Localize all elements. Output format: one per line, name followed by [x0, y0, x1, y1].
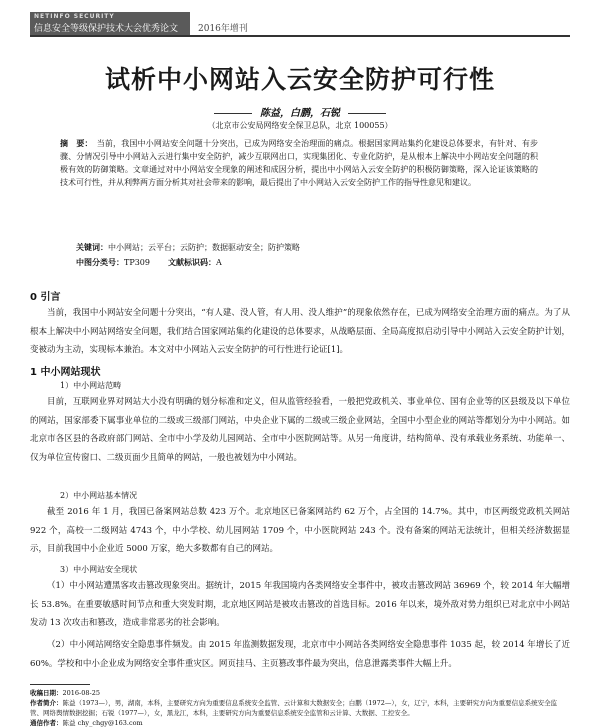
keywords-text: 中小网站；云平台；云防护；数据驱动安全；防护策略	[108, 243, 300, 252]
intro-heading: 0 引言	[30, 292, 61, 303]
classification	[76, 257, 222, 268]
authors: 陈益，白鹏，石锐	[260, 108, 340, 119]
subsection-1-3-paragraph-2: （2）中小网站网络安全隐患事件频发。由 2015 年监测数据发现，北京市中小网站各类网络安全隐患事件 1035 起，较 2014 年增长了近 60%。学校和中小企业成为网络安全事件重灾区。网页挂马、主页篡改事件最为突出，信息泄露类事件大幅上升。	[30, 640, 570, 669]
subsection-1-3-paragraph-1: （1）中小网站遭黑客攻击篡改现象突出。据统计，2015 年我国境内各类网络安全事件中，被攻击篡改网站 36969 个，较 2014 年大幅增长 53.8%。在重要敏感时间节点和重大突发时期，北京地区网站是被攻击篡改的首选目标。2016 年以来，境外敌对势力组织已对北京中小网站发动 13 次攻击和篡改，造成非常恶劣的社会影响。	[30, 581, 570, 628]
contact-line	[30, 718, 570, 728]
received-label: 收稿日期：	[30, 689, 63, 697]
abstract-text: 当前，我国中小网站安全问题十分突出，已成为网络安全治理面的痛点。根据国家网站集约化建设总体要求，有针对、有步骤、分情况引导中小网站入云进行集中安全防护，减少互联网出口，实现集团化、专业化防护，是从根本上解决中小网站安全问题的积极有效的防御策略。文章通过对中小网站安全现象的阐述和成因分析，提出中小网站入云安全防护的积极防御策略，深入论证该策略的技术可行性，并从利弊两方面分析其对社会带来的影响，最后提出了中小网站入云安全防护工作的指导性意见和建议。	[60, 139, 538, 187]
bio-text: 陈益（1973—），男，湖南，本科，主要研究方向为重要信息系统安全监管、云计算和大数据安全；白鹏（1972—），女，辽宁，本科，主要研究方向为重要信息系统安全监管、网络舆情数据挖掘；石锐（1977—），女，黑龙江，本科，主要研究方向为重要信息系统安全监管和云计算、大数据、工控安全。	[30, 699, 558, 717]
bio-line	[30, 698, 570, 718]
received-date: 2016-08-25	[62, 689, 100, 697]
subsection-1-1-paragraph: 目前，互联网业界对网站大小没有明确的划分标准和定义，但从监管经验看，一般把党政机关、事业单位、国有企业等的区县级及以下单位的网站，国家部委下属事业单位的二级或三级部门网站，中央企业下属的二级或三级企业网站，全国中小型企业的网站等都划分为中小网站。如北京市各区县的各政府部门网站、全市中小学及幼儿园网站、全市中小医院网站等。从另一角度讲，结构简单、没有承载业务系统、功能单一、仅为单位宣传窗口、二级页面少且简单的网站，一般也被划为中小网站。	[30, 397, 570, 463]
subsection-1-3-heading: 3）中小网站安全现状	[60, 565, 138, 574]
paper-title: 试析中小网站入云安全防护可行性	[104, 65, 495, 94]
keywords-label: 关键词：	[76, 242, 108, 252]
doc-code-label: 文献标识码：	[168, 257, 216, 267]
abstract-label: 摘 要：	[60, 138, 93, 148]
author-rule-right	[348, 113, 386, 114]
subsection-1-2-paragraph: 截至 2016 年 1 月，我国已备案网站总数 423 万个。北京地区已备案网站约 62 万个，占全国的 14.7%。其中，市区两级党政机关网站 922 个，高校一二级网站 4743 个，中小学校、幼儿园网站 1709 个，中小医院网站 243 个。没有备案的网站无法统计，但相关经济数据显示，目前我国中小企业近 5000 万家，绝大多数都有自己的网站。	[30, 507, 570, 554]
author-line	[0, 104, 600, 119]
bio-label: 作者简介：	[30, 699, 63, 707]
footnote	[30, 688, 570, 728]
contact-label: 通信作者：	[30, 719, 63, 727]
journal-header	[0, 0, 600, 40]
footnote-rule	[30, 684, 90, 685]
author-rule-left	[214, 113, 252, 114]
abstract	[60, 137, 538, 189]
journal-name: 信息安全等级保护技术大会优秀论文	[34, 24, 179, 34]
header-rule	[30, 35, 570, 37]
clc-label: 中图分类号：	[76, 257, 124, 267]
section-1-heading: 1 中小网站现状	[30, 367, 101, 378]
keywords	[76, 242, 300, 253]
journal-issue: 2016年增刊	[198, 24, 248, 34]
intro-paragraph: 当前，我国中小网站安全问题十分突出，“有人建、没人管，有人用、没人维护”的现象依然存在，已成为网络安全治理方面的痛点。为了从根本上解决中小网站网络安全问题，我们结合国家网站集约化建设的总体要求，从战略层面、全局高度拟启动引导中小网站入云安全防护计划，变被动为主动，实现标本兼治。本文对中小网站入云安全防护的可行性进行论证[1]。	[30, 308, 570, 355]
received-line	[30, 688, 570, 698]
contact-text: 陈益 chy_chgy@163.com	[62, 719, 143, 727]
clc-value: TP309	[124, 258, 150, 267]
affiliation: （北京市公安局网络安全保卫总队，北京 100055）	[207, 121, 393, 130]
doc-code-value: A	[216, 258, 222, 267]
subsection-1-1-heading: 1）中小网站范畴	[60, 381, 122, 390]
subsection-1-2-heading: 2）中小网站基本情况	[60, 491, 138, 500]
journal-brand: NETINFO SECURITY	[34, 13, 115, 20]
